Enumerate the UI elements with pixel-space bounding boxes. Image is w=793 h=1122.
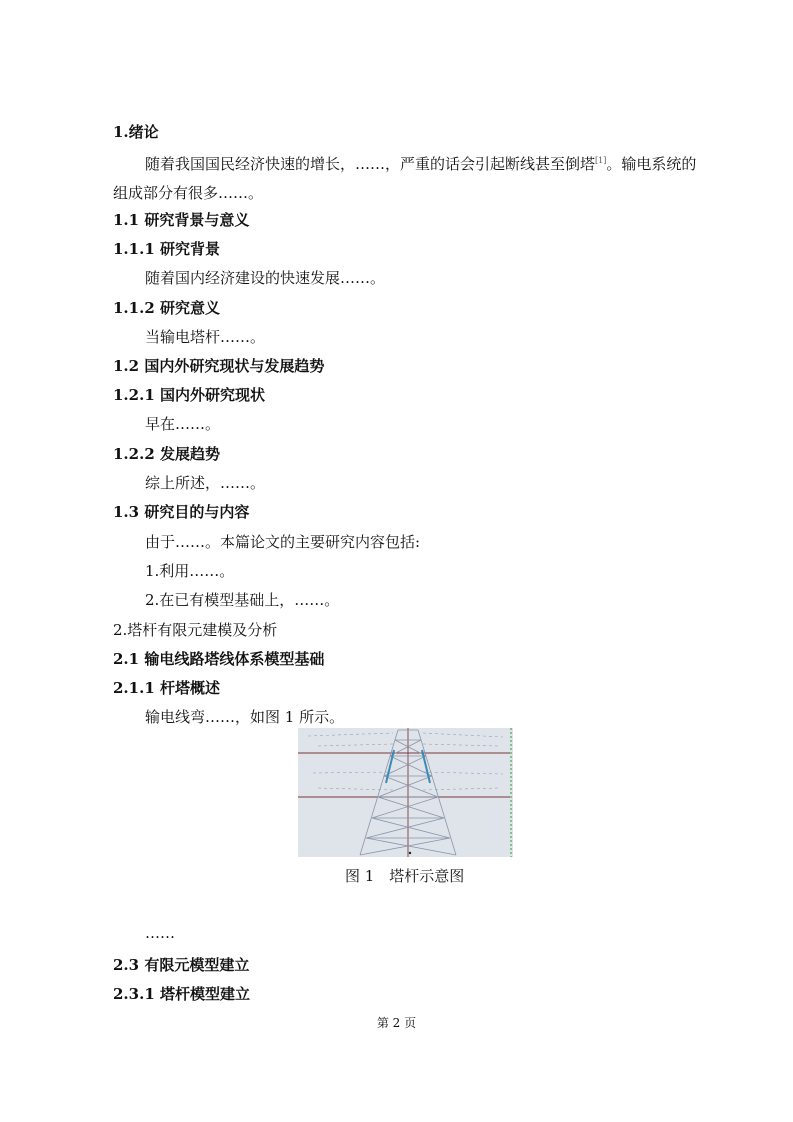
page-footer: 第 2 页 bbox=[376, 1016, 417, 1030]
heading-2-3-1: 2.3.1 塔杆模型建立 bbox=[113, 985, 250, 1003]
paragraph-1-3: 由于……。本篇论文的主要研究内容包括: bbox=[145, 533, 421, 551]
heading-1-3: 1.3 研究目的与内容 bbox=[113, 503, 250, 521]
heading-1-1-1: 1.1.1 研究背景 bbox=[113, 240, 220, 258]
heading-2: 2.塔杆有限元建模及分析 bbox=[113, 621, 278, 639]
paragraph-intro-text-2: 。输电系统的组成部分有很多……。 bbox=[113, 155, 697, 202]
paragraph-intro bbox=[113, 146, 698, 208]
paragraph-1-1-2: 当输电塔杆……。 bbox=[145, 328, 266, 346]
heading-1-1-2: 1.1.2 研究意义 bbox=[113, 299, 220, 317]
heading-1: 1.绪论 bbox=[113, 123, 159, 141]
heading-1-1: 1.1 研究背景与意义 bbox=[113, 211, 250, 229]
heading-1-2-1: 1.2.1 国内外研究现状 bbox=[113, 386, 265, 404]
tower-diagram bbox=[298, 728, 513, 857]
citation-ref[interactable]: [1] bbox=[595, 156, 607, 165]
list-item-1: 1.利用……。 bbox=[145, 562, 235, 580]
list-item-2: 2.在已有模型基础上，……。 bbox=[145, 591, 340, 609]
paragraph-1-2-2: 综上所述，……。 bbox=[145, 474, 266, 492]
heading-1-2: 1.2 国内外研究现状与发展趋势 bbox=[113, 357, 325, 375]
figure-caption: 图 1 塔杆示意图 bbox=[345, 867, 465, 885]
paragraph-intro-text-1: 随着我国国民经济快速的增长，……，严重的话会引起断线甚至倒塔 bbox=[145, 155, 596, 173]
heading-2-3: 2.3 有限元模型建立 bbox=[113, 956, 250, 974]
heading-2-1: 2.1 输电线路塔线体系模型基础 bbox=[113, 650, 325, 668]
paragraph-2-1-1: 输电线弯……，如图 1 所示。 bbox=[145, 708, 345, 726]
heading-1-2-2: 1.2.2 发展趋势 bbox=[113, 445, 220, 463]
paragraph-1-2-1: 早在……。 bbox=[145, 415, 221, 433]
ellipsis-line: …… bbox=[145, 924, 175, 942]
heading-2-1-1: 2.1.1 杆塔概述 bbox=[113, 679, 220, 697]
tower-figure bbox=[298, 728, 513, 857]
paragraph-1-1-1: 随着国内经济建设的快速发展……。 bbox=[145, 269, 386, 287]
